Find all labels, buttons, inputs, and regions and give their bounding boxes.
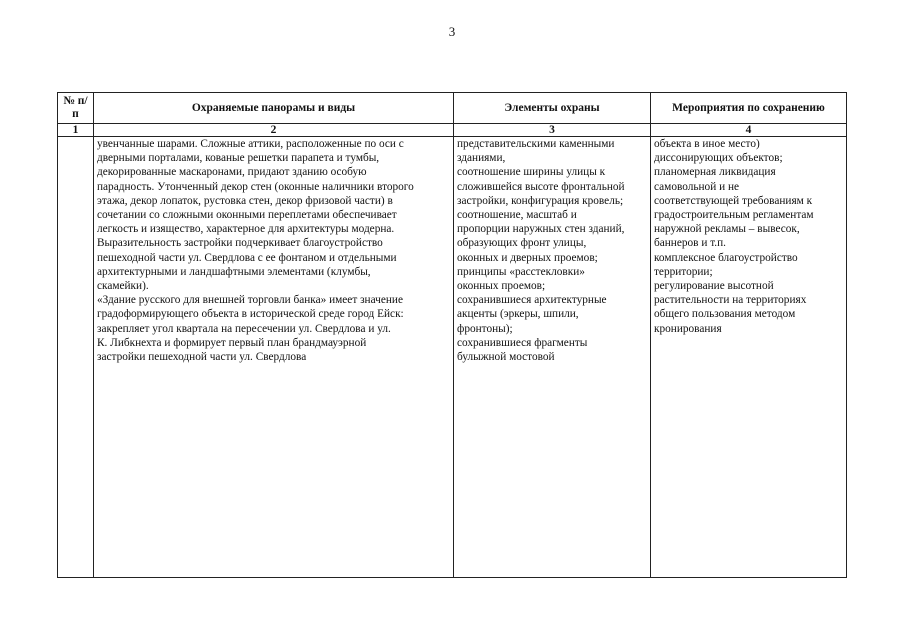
page-number: 3 bbox=[448, 24, 456, 39]
panoramas-line: закрепляет угол квартала на пересечении ул. Свердлова и ул. bbox=[97, 322, 391, 335]
panoramas-line: архитектурными и ландшафтными элементами (клумбы, bbox=[97, 265, 371, 278]
elements-line: застройки, конфигурация кровель; bbox=[457, 194, 624, 207]
elements-line: сохранившиеся архитектурные bbox=[457, 294, 607, 307]
measures-line: регулирование высотной bbox=[654, 280, 774, 293]
elements-line: зданиями, bbox=[457, 152, 506, 165]
panoramas-line: скамейки). bbox=[97, 280, 149, 293]
measures-line: баннеров и т.п. bbox=[654, 237, 726, 250]
protection-table bbox=[57, 92, 847, 578]
measures-cell bbox=[651, 137, 847, 578]
panoramas-line: этажа, декор лопаток, рустовка стен, декор фризовой части) в bbox=[97, 194, 393, 207]
elements-line: акценты (эркеры, шпили, bbox=[457, 308, 579, 321]
panoramas-line: легкость и изящество, характерное для архитектуры модерна. bbox=[97, 223, 395, 236]
elements-line: представительскими каменными bbox=[457, 138, 615, 150]
elements-line: сложившейся высоте фронтальной bbox=[457, 180, 625, 193]
measures-line: соответствующей требованиям к bbox=[654, 194, 813, 207]
measures-line: диссонирующих объектов; bbox=[654, 152, 783, 165]
measures-line: планомерная ликвидация bbox=[654, 166, 776, 179]
elements-line: булыжной мостовой bbox=[457, 351, 555, 364]
panoramas-line: застройки пешеходной части ул. Свердлова bbox=[97, 351, 307, 364]
measures-line: самовольной и не bbox=[654, 180, 740, 193]
elements-line: фронтоны); bbox=[457, 322, 513, 335]
panoramas-line: сочетании со сложными оконными переплетами обеспечивает bbox=[97, 209, 397, 222]
column-number-1: 1 bbox=[58, 124, 94, 137]
elements-cell bbox=[454, 137, 651, 578]
column-number-3: 3 bbox=[454, 124, 651, 137]
panoramas-line: К. Либкнехта и формирует первый план брандмауэрной bbox=[97, 336, 367, 349]
row-number-cell bbox=[58, 137, 94, 578]
measures-line: градостроительным регламентам bbox=[654, 209, 814, 222]
header-measures: Мероприятия по сохранению bbox=[651, 93, 847, 124]
panoramas-line: «Здание русского для внешней торговли банка» имеет значение bbox=[97, 294, 403, 307]
panoramas-line: увенчанные шарами. Сложные аттики, расположенные по оси с bbox=[97, 138, 404, 150]
panoramas-line: Выразительность застройки подчеркивает благоустройство bbox=[97, 237, 383, 250]
panoramas-line: декорированные маскаронами, придают зданию особую bbox=[97, 166, 367, 179]
measures-line: кронирования bbox=[654, 322, 722, 335]
header-elements: Элементы охраны bbox=[454, 93, 651, 124]
measures-line: территории; bbox=[654, 265, 713, 278]
measures-line: растительности на территориях bbox=[654, 294, 807, 307]
panoramas-line: градоформирующего объекта в исторической среде город Ейск: bbox=[97, 308, 404, 321]
elements-line: образующих фронт улицы, bbox=[457, 237, 587, 250]
header-number: № п/п bbox=[58, 93, 94, 124]
elements-line: оконных проемов; bbox=[457, 280, 546, 293]
elements-line: соотношение ширины улицы к bbox=[457, 166, 606, 179]
measures-line: наружной рекламы – вывесок, bbox=[654, 223, 800, 236]
panoramas-line: пешеходной части ул. Свердлова с ее фонтаном и отдельными bbox=[97, 251, 397, 264]
elements-line: оконных и дверных проемов; bbox=[457, 251, 598, 264]
header-panoramas: Охраняемые панорамы и виды bbox=[94, 93, 454, 124]
elements-line: принципы «расстекловки» bbox=[457, 265, 585, 278]
elements-line: соотношение, масштаб и bbox=[457, 209, 577, 222]
measures-line: общего пользования методом bbox=[654, 308, 796, 321]
column-number-2: 2 bbox=[94, 124, 454, 137]
panoramas-cell bbox=[94, 137, 454, 578]
elements-line: пропорции наружных стен зданий, bbox=[457, 223, 625, 236]
measures-line: объекта в иное место) bbox=[654, 138, 760, 150]
elements-line: сохранившиеся фрагменты bbox=[457, 336, 588, 349]
panoramas-line: парадность. Утонченный декор стен (оконные наличники второго bbox=[97, 180, 414, 193]
panoramas-line: дверными порталами, кованые решетки парапета и тумбы, bbox=[97, 152, 380, 165]
measures-line: комплексное благоустройство bbox=[654, 251, 798, 264]
column-number-4: 4 bbox=[651, 124, 847, 137]
